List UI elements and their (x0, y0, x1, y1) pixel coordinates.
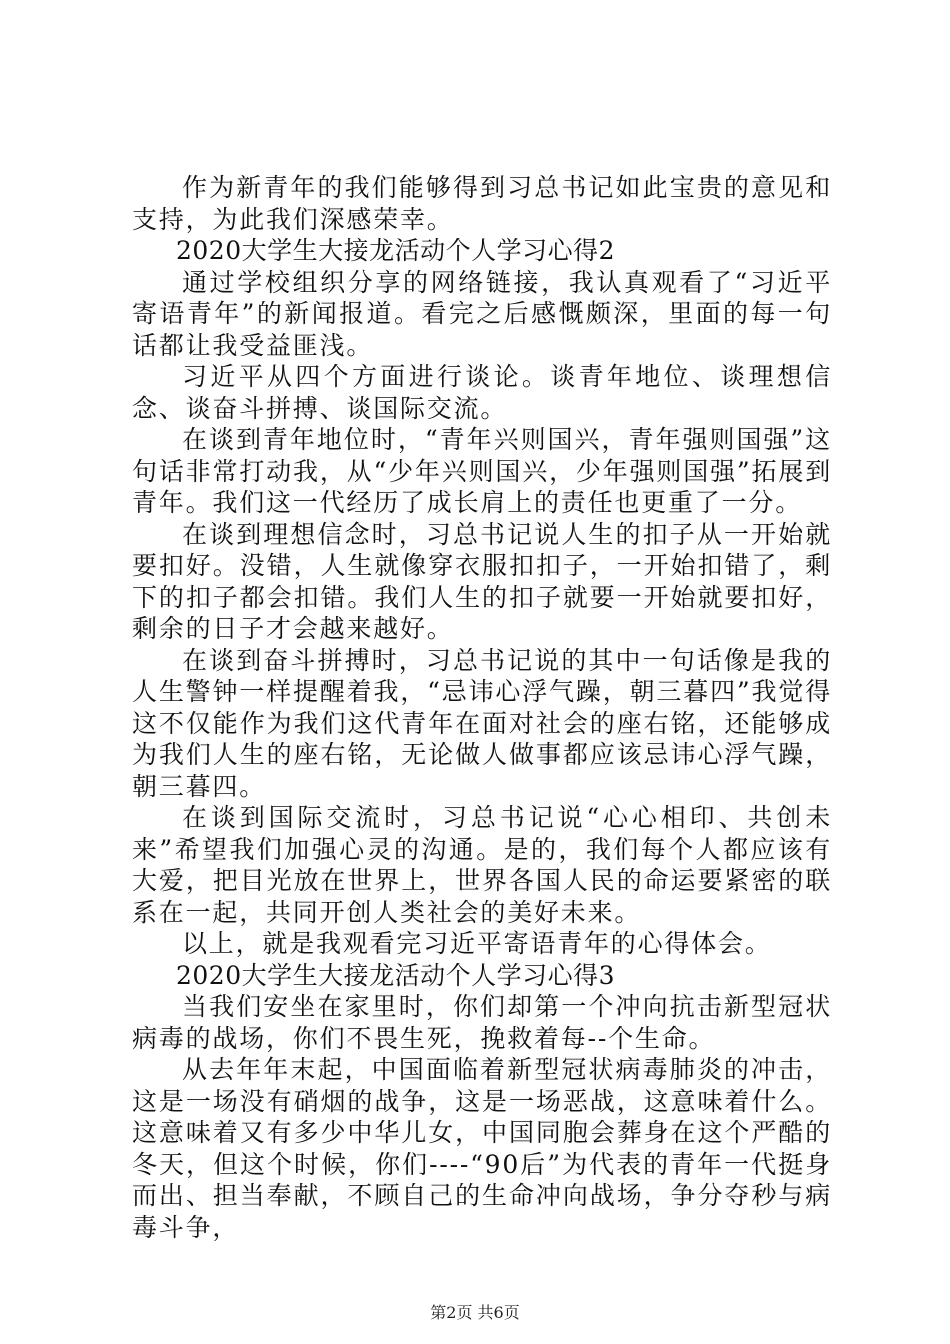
paragraph-9: 当我们安坐在家里时，你们却第一个冲向抗击新型冠状病毒的战场，你们不畏生死，挽救着每--个生命。 (132, 992, 832, 1053)
section-heading-2: 2020大学生大接龙活动个人学习心得2 (176, 236, 616, 265)
paragraph-10: 从去年年末起，中国面临着新型冠状病毒肺炎的冲击，这是一场没有硝烟的战争，这是一场恶战，这意味着什么。这意味着又有多少中华儿女，中国同胞会葬身在这个严酷的冬天，但这个时候，你们----“90后”为代表的青年一代挺身而出、担当奉献，不顾自己的生命冲向战场，争分夺秒与病毒斗争， (132, 1055, 832, 1242)
paragraph-7: 在谈到国际交流时，习总书记说“心心相印、共创未来”希望我们加强心灵的沟通。是的，我们每个人都应该有大爱，把目光放在世界上，世界各国人民的命运要紧密的联系在一起，共同开创人类社会的美好未来。 (132, 803, 832, 927)
document-body (132, 172, 832, 1243)
page-number-footer: 第2页 共6页 (430, 1303, 520, 1322)
paragraph-6: 在谈到奋斗拼搏时，习总书记说的其中一句话像是我的人生警钟一样提醒着我，“忌讳心浮气躁，朝三暮四”我觉得这不仅能作为我们这代青年在面对社会的座右铭，还能够成为我们人生的座右铭，无论做人做事都应该忌讳心浮气躁，朝三暮四。 (132, 645, 832, 801)
paragraph-8: 以上，就是我观看完习近平寄语青年的心得体会。 (182, 929, 772, 958)
paragraph-2: 通过学校组织分享的网络链接，我认真观看了“习近平寄语青年”的新闻报道。看完之后感慨颇深，里面的每一句话都让我受益匪浅。 (132, 267, 832, 360)
paragraph-3: 习近平从四个方面进行谈论。谈青年地位、谈理想信念、谈奋斗拼搏、谈国际交流。 (132, 362, 832, 423)
paragraph-1: 作为新青年的我们能够得到习总书记如此宝贵的意见和支持，为此我们深感荣幸。 (132, 173, 832, 234)
paragraph-4: 在谈到青年地位时，“青年兴则国兴，青年强则国强”这句话非常打动我，从“少年兴则国兴，少年强则国强”拓展到青年。我们这一代经历了成长肩上的责任也更重了一分。 (132, 425, 832, 517)
paragraph-5: 在谈到理想信念时，习总书记说人生的扣子从一开始就要扣好。没错，人生就像穿衣服扣扣子，一开始扣错了，剩下的扣子都会扣错。我们人生的扣子就要一开始就要扣好，剩余的日子才会越来越好。 (132, 519, 832, 643)
section-heading-3: 2020大学生大接龙活动个人学习心得3 (176, 960, 616, 990)
